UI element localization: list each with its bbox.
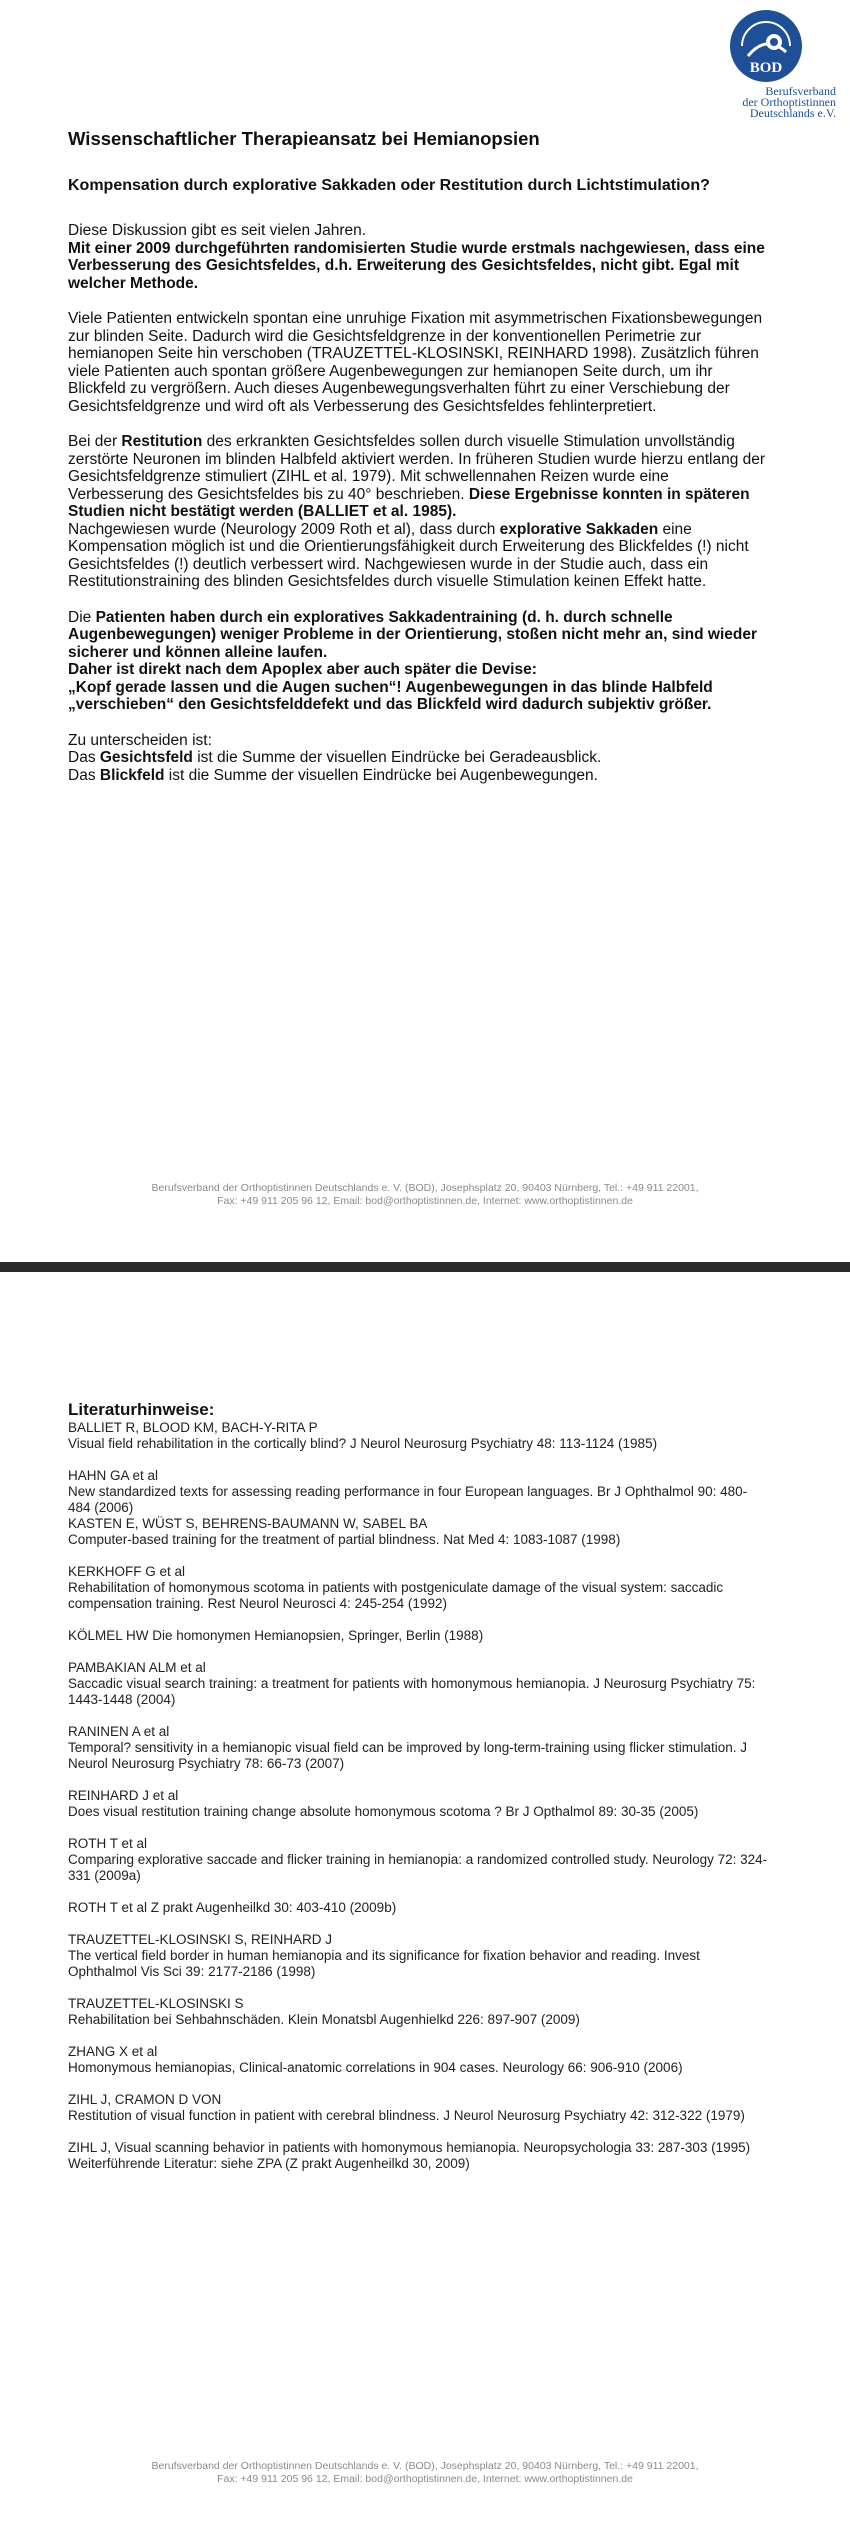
document-page-1 — [0, 0, 850, 1262]
logo-abbr: BOD — [749, 60, 783, 76]
page-title: Wissenschaftlicher Therapieansatz bei Hemianopsien — [68, 128, 540, 149]
bod-logo — [684, 6, 844, 126]
reference-author: BALLIET R, BLOOD KM, BACH-Y-RITA P — [68, 1420, 318, 1435]
reference-item — [68, 1932, 768, 1980]
text-run: Die — [68, 608, 96, 626]
text-run: ist die Summe der visuellen Eindrücke bei Geradeausblick. — [192, 749, 602, 766]
paragraph-definitions — [68, 732, 768, 785]
reference-item — [68, 1468, 768, 1516]
subtitle: Kompensation durch explorative Sakkaden oder Restitution durch Lichtstimulation? — [68, 177, 710, 194]
reference-author: HAHN GA et al — [68, 1468, 159, 1483]
reference-item — [68, 2044, 768, 2076]
reference-author: REINHARD J et al — [68, 1788, 179, 1803]
bold-run: „Kopf gerade lassen und die Augen suchen“! Augenbewegungen in das blinde Halbfeld „verschieben“ den Gesichtsfelddefekt und das Blickfeld wird dadurch subjektiv größer. — [68, 678, 713, 713]
reference-author: ROTH T et al Z prakt Augenheilkd 30: 403-410 (2009b) — [68, 1900, 397, 1915]
reference-text: Restitution of visual function in patient with cerebral blindness. J Neurol Neurosurg Psychiatry 42: 312-322 (1979) — [68, 2108, 745, 2123]
paragraph-intro — [68, 222, 768, 292]
page-footer — [0, 1182, 850, 1208]
logo-line: Berufsverband — [765, 84, 836, 98]
logo-line: Deutschlands e.V. — [749, 106, 836, 120]
reference-text: Weiterführende Literatur: siehe ZPA (Z prakt Augenheilkd 30, 2009) — [68, 2156, 470, 2171]
reference-item — [68, 2140, 768, 2172]
footer-line: Berufsverband der Orthoptistinnen Deutschlands e. V. (BOD), Josephsplatz 20, 90403 Nürnberg, Tel.: +49 911 22001, — [151, 2460, 699, 2472]
reference-text: Temporal? sensitivity in a hemianopic visual field can be improved by long-term-training using flicker stimulation. J Neurol Neurosurg Psychiatry 78: 66-73 (2007) — [68, 1740, 748, 1771]
document-page-2 — [0, 1272, 850, 2528]
text-run: Bei der — [68, 433, 122, 450]
footer-line: Fax: +49 911 205 96 12, Email: bod@orthoptistinnen.de, Internet: www.orthoptistinnen.de — [217, 1195, 633, 1207]
reference-author: RANINEN A et al — [68, 1724, 170, 1739]
reference-item — [68, 1788, 768, 1820]
text-run: eine Kompensation möglich ist und die Orientierungsfähigkeit durch Erweiterung des Blickfeldes (!) nicht Gesichtsfeldes (!) deutlich verbessert wird. Nachgewiesen wurde in der Studie auch, dass ein Restitutionstraining des blinden Gesichtsfeldes durch visuelle Stimulation keinen Effekt hatte. — [68, 520, 749, 590]
reference-text: Homonymous hemianopias, Clinical-anatomic correlations in 904 cases. Neurology 66: 906-910 (2006) — [68, 2060, 683, 2075]
bold-run: es Sakkadentraining (d. h. durch schnelle Augenbewegungen) weniger Probleme in der Orientierung, stoßen nicht mehr an, sind wieder sicherer und können alleine laufen. — [68, 608, 757, 661]
reference-text: The vertical field border in human hemianopia and its significance for fixation behavior and reading. Invest Ophthalmol Vis Sci 39: 2177-2186 (1998) — [68, 1948, 700, 1979]
reference-author: KERKHOFF G et al — [68, 1564, 186, 1579]
page-separator — [0, 1262, 850, 1272]
text-run: ist die Summe der visuellen Eindrücke bei Augenbewegungen. — [164, 766, 598, 784]
bold-run: Daher ist direkt nach dem Apoplex aber auch später die Devise: — [68, 661, 537, 678]
text-run: des erkrankten Gesichtsfeldes sollen durch visuelle Stimulation unvollständig zerstörte Neuronen im blinden Halbfeld aktiviert werden. In früheren Studien wurde hierzu entlang der Gesichtsfeldgrenze stimuliert (ZIHL et al. 1979). Mit schwellennahen Reizen wurde eine Verbesserung des Gesichtsfeldes bis zu 40° beschrieben. — [68, 433, 766, 503]
logo-text — [742, 86, 836, 119]
paragraph-saccades — [68, 521, 768, 591]
main-content — [68, 128, 768, 802]
bold-run: explorative Sakkaden — [499, 520, 659, 538]
reference-author: PAMBAKIAN ALM et al — [68, 1660, 206, 1675]
reference-item — [68, 2092, 768, 2124]
reference-text: New standardized texts for assessing reading performance in four European languages. Br J Ophthalmol 90: 480-484 (2006) — [68, 1484, 748, 1515]
reference-author: ROTH T et al — [68, 1836, 148, 1851]
reference-author: TRAUZETTEL-KLOSINSKI S, REINHARD J — [68, 1932, 333, 1947]
reference-author: ZIHL J, Visual scanning behavior in patients with homonymous hemianopia. Neuropsychologia 33: 287-303 (1995) — [68, 2140, 751, 2155]
reference-item — [68, 1628, 768, 1644]
paragraph-restitution — [68, 433, 768, 521]
intro-bold: Mit einer 2009 durchgeführten randomisierten Studie wurde erstmals nachgewiesen, dass eine Verbesserung des Gesichtsfeldes, d.h. Erweiterung des Gesichtsfeldes, nicht gibt. Egal mit welcher Methode. — [68, 239, 765, 292]
reference-text: Visual field rehabilitation in the cortically blind? J Neurol Neurosurg Psychiatry 48: 113-1124 (1985) — [68, 1436, 658, 1451]
reference-item — [68, 1836, 768, 1884]
reference-text: Comparing explorative saccade and flicker training in hemianopia: a randomized controlled study. Neurology 72: 324-331 (2009a) — [68, 1852, 768, 1883]
bold-run: Patienten haben durch ein explorativ — [95, 608, 367, 626]
reference-author: KÖLMEL HW Die homonymen Hemianopsien, Springer, Berlin (1988) — [68, 1628, 484, 1643]
references-title: Literaturhinweise: — [68, 1400, 215, 1419]
reference-author: ZHANG X et al — [68, 2044, 158, 2059]
reference-item — [68, 1420, 768, 1452]
reference-text: Saccadic visual search training: a treatment for patients with homonymous hemianopia. J Neurosurg Psychiatry 75: 1443-1448 (2004) — [68, 1676, 756, 1707]
text-run: Zu unterscheiden ist: — [68, 731, 212, 749]
paragraph-patients — [68, 609, 768, 714]
reference-item — [68, 1724, 768, 1772]
text-run: Nachgewiesen wurde (Neurology 2009 Roth et al), dass durch — [68, 520, 500, 538]
footer-line: Berufsverband der Orthoptistinnen Deutschlands e. V. (BOD), Josephsplatz 20, 90403 Nürnberg, Tel.: +49 911 22001, — [151, 1182, 699, 1194]
reference-item — [68, 1996, 768, 2028]
reference-author: KASTEN E, WÜST S, BEHRENS-BAUMANN W, SABEL BA — [68, 1516, 428, 1531]
text-run: Das — [68, 766, 100, 784]
reference-item — [68, 1564, 768, 1612]
references-section — [68, 1400, 768, 2188]
reference-text: Computer-based training for the treatment of partial blindness. Nat Med 4: 1083-1087 (1998) — [68, 1532, 621, 1547]
reference-text: Rehabilitation bei Sehbahnschäden. Klein Monatsbl Augenhielkd 226: 897-907 (2009) — [68, 2012, 580, 2027]
reference-author: ZIHL J, CRAMON D VON — [68, 2092, 222, 2107]
logo-line: der Orthoptistinnen — [742, 95, 836, 109]
reference-item — [68, 1516, 768, 1548]
footer-line: Fax: +49 911 205 96 12, Email: bod@orthoptistinnen.de, Internet: www.orthoptistinnen.de — [217, 2473, 633, 2485]
bold-run: Restitution — [121, 433, 203, 450]
reference-item — [68, 1660, 768, 1708]
text-run: Das — [68, 749, 100, 766]
page-footer — [0, 2460, 850, 2486]
reference-item — [68, 1900, 768, 1916]
bod-logo-icon — [728, 8, 804, 84]
bold-run: Diese Ergebnisse konnten in späteren Studien nicht bestätigt werden (BALLIET et al. 1985). — [68, 485, 750, 520]
bold-run: Gesichtsfeld — [99, 749, 193, 766]
intro-text: Diese Diskussion gibt es seit vielen Jahren. — [68, 222, 367, 239]
reference-text: Does visual restitution training change absolute homonymous scotoma ? Br J Opthalmol 89: 30-35 (2005) — [68, 1804, 699, 1819]
reference-text: Rehabilitation of homonymous scotoma in patients with postgeniculate damage of the visual system: saccadic compensation training. Rest Neurol Neurosci 4: 245-254 (1992) — [68, 1580, 724, 1611]
paragraph-fixation: Viele Patienten entwickeln spontan eine unruhige Fixation mit asymmetrischen Fixationsbewegungen zur blinden Seite. Dadurch wird die Gesichtsfeldgrenze in der konventionellen Perimetrie zur hemianopen Seite hin verschoben (TRAUZETTEL-KLOSINSKI, REINHARD 1998). Zusätzlich führen viele Patienten auch spontan größere Augenbewegungen zur hemianopen Seite durch, um ihr Blickfeld zu vergrößern. Auch dieses Augenbewegungsverhalten führt zu einer Verschiebung der Gesichtsfeldgrenze und wird oft als Verbesserung des Gesichtsfeldes fehlinterpretiert. — [68, 310, 763, 415]
bold-run: Blickfeld — [99, 766, 165, 784]
reference-author: TRAUZETTEL-KLOSINSKI S — [68, 1996, 244, 2011]
